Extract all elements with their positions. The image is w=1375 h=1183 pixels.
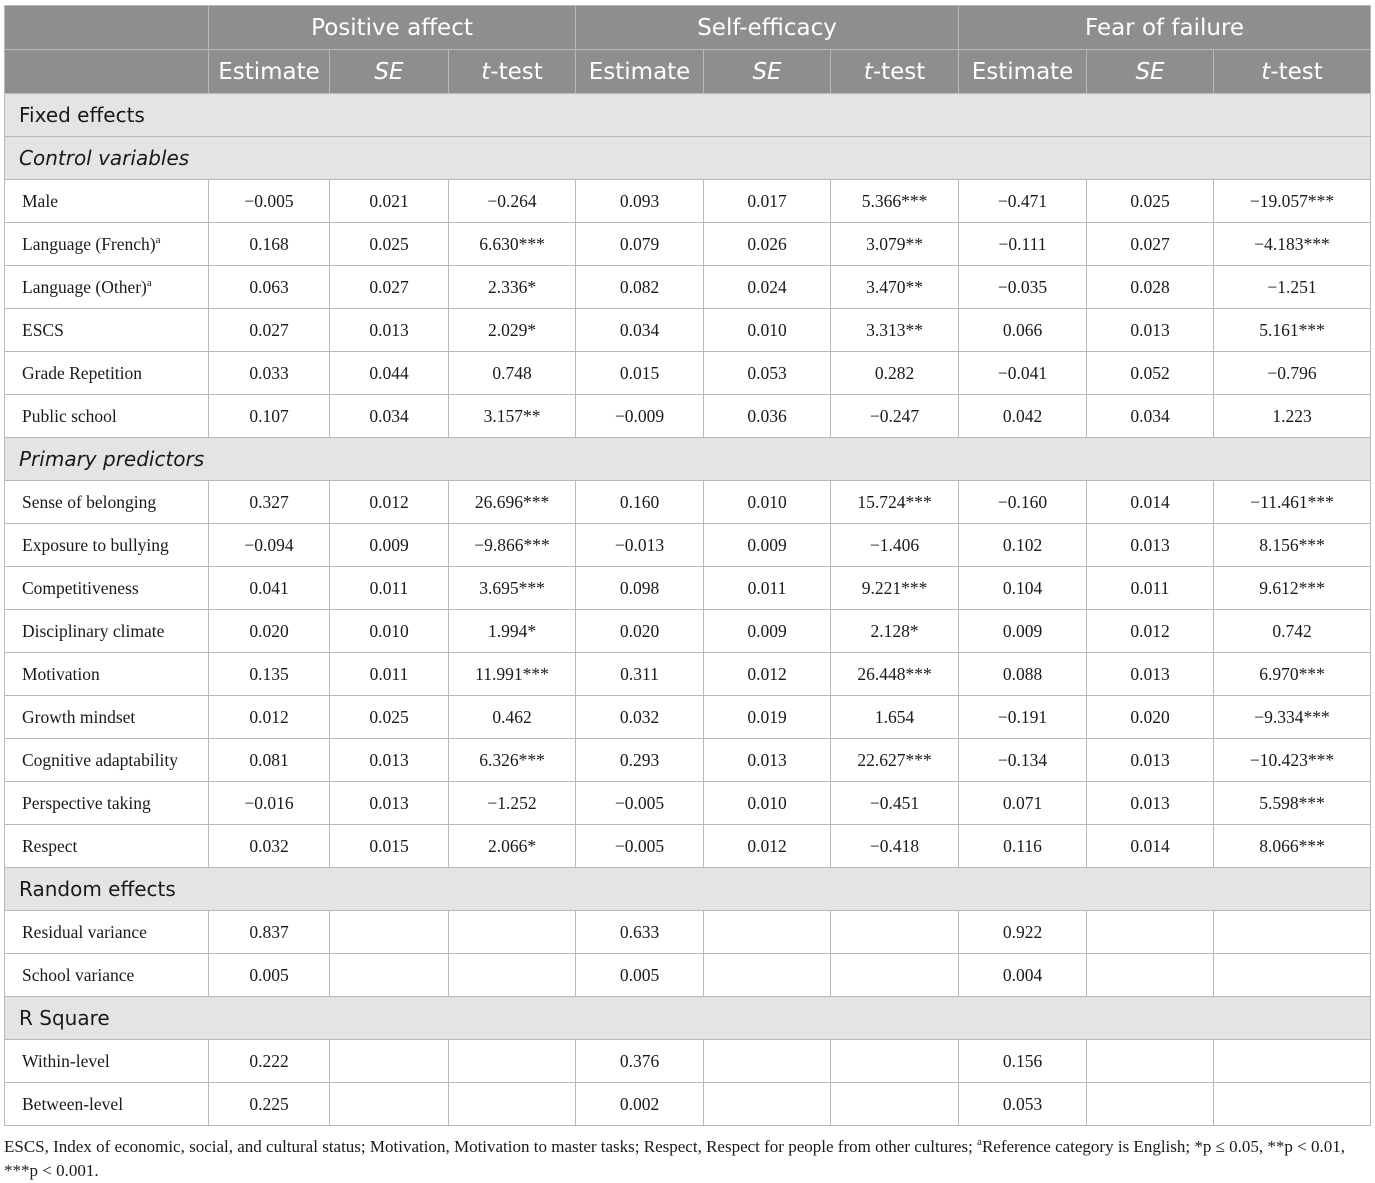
row-label-text: Exposure to bullying xyxy=(22,534,169,555)
section-row xyxy=(5,137,1371,180)
row-label xyxy=(5,1083,209,1126)
table-cell: 2.029* xyxy=(449,309,576,352)
row-label xyxy=(5,653,209,696)
table-cell: 0.135 xyxy=(209,653,330,696)
table-cell: 0.116 xyxy=(959,825,1087,868)
row-label xyxy=(5,1040,209,1083)
row-label-text: Perspective taking xyxy=(22,792,151,813)
table-cell: −0.191 xyxy=(959,696,1087,739)
table-row xyxy=(5,481,1371,524)
table-cell xyxy=(1214,1040,1371,1083)
table-cell: 0.009 xyxy=(704,524,831,567)
header-estimate: Estimate xyxy=(576,50,704,94)
table-row xyxy=(5,352,1371,395)
table-cell: 1.654 xyxy=(831,696,959,739)
header-group-row xyxy=(5,6,1371,50)
row-label-text: Grade Repetition xyxy=(22,362,143,383)
table-row xyxy=(5,524,1371,567)
table-cell: 0.293 xyxy=(576,739,704,782)
row-label-text: Disciplinary climate xyxy=(22,620,165,641)
header-group-fear-of-failure: Fear of failure xyxy=(959,6,1371,50)
table-cell: 0.012 xyxy=(330,481,449,524)
table-cell: −0.264 xyxy=(449,180,576,223)
header-estimate: Estimate xyxy=(209,50,330,94)
table-cell: 0.052 xyxy=(1087,352,1214,395)
table-cell xyxy=(831,911,959,954)
table-cell: 0.222 xyxy=(209,1040,330,1083)
table-cell: 0.033 xyxy=(209,352,330,395)
table-cell: 0.376 xyxy=(576,1040,704,1083)
table-cell: −0.005 xyxy=(209,180,330,223)
row-label xyxy=(5,180,209,223)
row-label xyxy=(5,481,209,524)
table-cell: 0.010 xyxy=(704,481,831,524)
table-cell: 0.034 xyxy=(1087,395,1214,438)
table-cell: 26.696*** xyxy=(449,481,576,524)
table-cell: −0.005 xyxy=(576,782,704,825)
table-cell: −10.423*** xyxy=(1214,739,1371,782)
table-header xyxy=(5,6,1371,94)
table-cell: −1.251 xyxy=(1214,266,1371,309)
table-cell: 0.034 xyxy=(330,395,449,438)
table-cell: 2.066* xyxy=(449,825,576,868)
table-cell: 0.013 xyxy=(704,739,831,782)
table-cell: −0.016 xyxy=(209,782,330,825)
table-cell: 0.011 xyxy=(330,567,449,610)
row-label-text: Within-level xyxy=(22,1050,110,1071)
table-cell: 6.970*** xyxy=(1214,653,1371,696)
row-label-superscript: a xyxy=(146,276,152,289)
table-cell: 0.282 xyxy=(831,352,959,395)
table-cell: 0.011 xyxy=(704,567,831,610)
row-label-text: School variance xyxy=(22,964,135,985)
header-t-test: t-test xyxy=(831,50,959,94)
table-cell xyxy=(449,1040,576,1083)
section-row xyxy=(5,997,1371,1040)
table-cell: 0.742 xyxy=(1214,610,1371,653)
table-cell: 0.027 xyxy=(209,309,330,352)
table-cell: −9.866*** xyxy=(449,524,576,567)
table-cell xyxy=(704,1040,831,1083)
table-cell: 0.025 xyxy=(330,223,449,266)
table-cell: 0.013 xyxy=(1087,309,1214,352)
table-cell: −0.111 xyxy=(959,223,1087,266)
table-cell: 0.053 xyxy=(704,352,831,395)
table-cell: 0.013 xyxy=(1087,524,1214,567)
table-cell: 6.326*** xyxy=(449,739,576,782)
table-cell: 0.066 xyxy=(959,309,1087,352)
table-cell: 0.168 xyxy=(209,223,330,266)
table-cell xyxy=(449,1083,576,1126)
header-corner-sub xyxy=(5,50,209,94)
table-cell: 0.079 xyxy=(576,223,704,266)
table-cell: 0.010 xyxy=(330,610,449,653)
table-cell: −0.009 xyxy=(576,395,704,438)
table-cell: 0.019 xyxy=(704,696,831,739)
table-cell: −0.035 xyxy=(959,266,1087,309)
table-cell: 0.012 xyxy=(1087,610,1214,653)
table-cell xyxy=(1087,954,1214,997)
table-cell: 0.012 xyxy=(209,696,330,739)
table-cell: 0.034 xyxy=(576,309,704,352)
table-cell xyxy=(831,1083,959,1126)
table-cell: 8.066*** xyxy=(1214,825,1371,868)
row-label xyxy=(5,911,209,954)
table-cell: 0.102 xyxy=(959,524,1087,567)
table-cell: −9.334*** xyxy=(1214,696,1371,739)
table-cell: 0.010 xyxy=(704,309,831,352)
row-label-text: Between-level xyxy=(22,1093,124,1114)
table-cell: 0.063 xyxy=(209,266,330,309)
row-label-superscript: a xyxy=(155,233,161,246)
row-label-text: Growth mindset xyxy=(22,706,136,727)
table-cell: 5.598*** xyxy=(1214,782,1371,825)
table-cell: 1.994* xyxy=(449,610,576,653)
table-cell: −0.451 xyxy=(831,782,959,825)
row-label-text: Language (French) xyxy=(22,233,156,254)
table-cell: −0.471 xyxy=(959,180,1087,223)
row-label xyxy=(5,610,209,653)
table-cell: 3.079** xyxy=(831,223,959,266)
table-cell: 0.013 xyxy=(1087,739,1214,782)
header-corner xyxy=(5,6,209,50)
table-cell xyxy=(1214,954,1371,997)
table-cell xyxy=(1087,911,1214,954)
table-row xyxy=(5,825,1371,868)
table-cell: −0.418 xyxy=(831,825,959,868)
section-row xyxy=(5,94,1371,137)
table-cell: 3.157** xyxy=(449,395,576,438)
header-se: SE xyxy=(330,50,449,94)
table-cell: 0.009 xyxy=(704,610,831,653)
table-cell: 0.088 xyxy=(959,653,1087,696)
table-cell xyxy=(1087,1040,1214,1083)
table-cell: 0.093 xyxy=(576,180,704,223)
table-cell: −1.406 xyxy=(831,524,959,567)
table-cell: 0.032 xyxy=(576,696,704,739)
table-cell xyxy=(330,911,449,954)
table-cell: 2.128* xyxy=(831,610,959,653)
table-cell xyxy=(704,911,831,954)
row-label xyxy=(5,739,209,782)
table-cell xyxy=(330,1083,449,1126)
header-t-test: t-test xyxy=(449,50,576,94)
row-label xyxy=(5,524,209,567)
table-cell: 0.009 xyxy=(330,524,449,567)
table-cell: 0.014 xyxy=(1087,481,1214,524)
table-cell: 6.630*** xyxy=(449,223,576,266)
row-label xyxy=(5,223,209,266)
table-cell xyxy=(831,1040,959,1083)
table-cell: 2.336* xyxy=(449,266,576,309)
table-cell: 0.015 xyxy=(576,352,704,395)
table-cell: −0.796 xyxy=(1214,352,1371,395)
table-cell: 0.837 xyxy=(209,911,330,954)
table-cell: 0.020 xyxy=(209,610,330,653)
table-cell: 22.627*** xyxy=(831,739,959,782)
table-cell: 0.017 xyxy=(704,180,831,223)
table-cell: −0.134 xyxy=(959,739,1087,782)
row-label xyxy=(5,352,209,395)
table-cell: 15.724*** xyxy=(831,481,959,524)
table-cell: 0.010 xyxy=(704,782,831,825)
table-cell: 0.104 xyxy=(959,567,1087,610)
table-cell: −19.057*** xyxy=(1214,180,1371,223)
table-cell: −0.094 xyxy=(209,524,330,567)
table-cell: 0.013 xyxy=(330,309,449,352)
table-row xyxy=(5,1040,1371,1083)
table-cell: 5.161*** xyxy=(1214,309,1371,352)
table-cell xyxy=(1087,1083,1214,1126)
row-label xyxy=(5,567,209,610)
table-row xyxy=(5,395,1371,438)
footnote-text-end: Reference category is English; *p ≤ 0.05, **p < 0.01, ***p < 0.001. xyxy=(4,1137,1346,1180)
header-sub-row xyxy=(5,50,1371,94)
table-cell: 0.026 xyxy=(704,223,831,266)
table-cell: −0.041 xyxy=(959,352,1087,395)
row-label-text: Residual variance xyxy=(22,921,147,942)
results-table xyxy=(4,5,1371,1126)
row-label-text: Male xyxy=(22,190,58,211)
table-row xyxy=(5,739,1371,782)
table-cell: 0.036 xyxy=(704,395,831,438)
results-table-container xyxy=(4,5,1370,1126)
table-cell: 3.313** xyxy=(831,309,959,352)
footnote-text-start: ESCS, Index of economic, social, and cultural status; Motivation, Motivation to master tasks; Respect, Respect for people from other cultures; xyxy=(4,1137,978,1156)
table-row xyxy=(5,954,1371,997)
table-cell: 0.013 xyxy=(330,782,449,825)
table-cell: 0.005 xyxy=(576,954,704,997)
table-cell: 11.991*** xyxy=(449,653,576,696)
table-cell: 0.013 xyxy=(330,739,449,782)
table-cell: −0.160 xyxy=(959,481,1087,524)
table-cell: −4.183*** xyxy=(1214,223,1371,266)
section-label: R Square xyxy=(5,997,1371,1040)
table-cell xyxy=(831,954,959,997)
row-label xyxy=(5,782,209,825)
table-cell xyxy=(704,954,831,997)
row-label-text: ESCS xyxy=(22,319,64,340)
table-cell: 0.748 xyxy=(449,352,576,395)
table-cell: 9.221*** xyxy=(831,567,959,610)
table-cell: 0.015 xyxy=(330,825,449,868)
table-cell: 0.021 xyxy=(330,180,449,223)
table-cell: 0.225 xyxy=(209,1083,330,1126)
table-cell xyxy=(330,1040,449,1083)
table-cell: 0.028 xyxy=(1087,266,1214,309)
row-label-text: Language (Other) xyxy=(22,276,147,297)
table-cell: 0.009 xyxy=(959,610,1087,653)
table-cell: 0.025 xyxy=(330,696,449,739)
table-cell: 0.025 xyxy=(1087,180,1214,223)
table-cell: 0.012 xyxy=(704,653,831,696)
table-cell: −1.252 xyxy=(449,782,576,825)
table-cell: 0.032 xyxy=(209,825,330,868)
table-cell xyxy=(1214,911,1371,954)
table-cell: 1.223 xyxy=(1214,395,1371,438)
table-cell: 8.156*** xyxy=(1214,524,1371,567)
footnote-sup: a xyxy=(977,1136,982,1148)
table-row xyxy=(5,610,1371,653)
row-label xyxy=(5,309,209,352)
table-cell: 0.041 xyxy=(209,567,330,610)
table-cell: 26.448*** xyxy=(831,653,959,696)
table-cell: 0.027 xyxy=(330,266,449,309)
table-cell: 9.612*** xyxy=(1214,567,1371,610)
table-footnote xyxy=(4,1130,1370,1183)
table-cell: 3.470** xyxy=(831,266,959,309)
table-cell: 0.024 xyxy=(704,266,831,309)
table-cell: 0.011 xyxy=(330,653,449,696)
table-row xyxy=(5,180,1371,223)
table-cell: 0.020 xyxy=(1087,696,1214,739)
row-label xyxy=(5,266,209,309)
table-row xyxy=(5,266,1371,309)
section-label: Control variables xyxy=(5,137,1371,180)
table-cell: −11.461*** xyxy=(1214,481,1371,524)
header-se: SE xyxy=(704,50,831,94)
section-label: Random effects xyxy=(5,868,1371,911)
row-label-text: Respect xyxy=(22,835,78,856)
table-cell xyxy=(704,1083,831,1126)
table-row xyxy=(5,782,1371,825)
table-cell: 0.071 xyxy=(959,782,1087,825)
header-estimate: Estimate xyxy=(959,50,1087,94)
table-cell xyxy=(1214,1083,1371,1126)
header-group-self-efficacy: Self-efficacy xyxy=(576,6,959,50)
table-cell: 5.366*** xyxy=(831,180,959,223)
table-cell: 0.042 xyxy=(959,395,1087,438)
header-se: SE xyxy=(1087,50,1214,94)
table-cell: −0.013 xyxy=(576,524,704,567)
table-cell: 0.462 xyxy=(449,696,576,739)
section-row xyxy=(5,438,1371,481)
table-cell: 0.107 xyxy=(209,395,330,438)
table-cell: 0.044 xyxy=(330,352,449,395)
table-cell: 0.160 xyxy=(576,481,704,524)
table-row xyxy=(5,911,1371,954)
table-cell: 0.922 xyxy=(959,911,1087,954)
table-cell xyxy=(449,954,576,997)
header-group-positive-affect: Positive affect xyxy=(209,6,576,50)
table-cell: 0.081 xyxy=(209,739,330,782)
table-cell xyxy=(449,911,576,954)
table-cell: 0.013 xyxy=(1087,782,1214,825)
row-label-text: Cognitive adaptability xyxy=(22,749,179,770)
table-row xyxy=(5,567,1371,610)
section-row xyxy=(5,868,1371,911)
table-cell: 0.014 xyxy=(1087,825,1214,868)
table-cell: 0.098 xyxy=(576,567,704,610)
row-label-text: Competitiveness xyxy=(22,577,139,598)
table-cell: 0.002 xyxy=(576,1083,704,1126)
table-cell: 0.156 xyxy=(959,1040,1087,1083)
table-row xyxy=(5,223,1371,266)
table-body xyxy=(5,94,1371,1126)
table-cell: 0.020 xyxy=(576,610,704,653)
row-label-text: Public school xyxy=(22,405,117,426)
table-cell: 0.004 xyxy=(959,954,1087,997)
table-row xyxy=(5,309,1371,352)
table-cell: 0.013 xyxy=(1087,653,1214,696)
row-label xyxy=(5,395,209,438)
table-cell: −0.005 xyxy=(576,825,704,868)
row-label xyxy=(5,696,209,739)
table-cell: 0.327 xyxy=(209,481,330,524)
table-cell: 0.027 xyxy=(1087,223,1214,266)
table-cell: 0.311 xyxy=(576,653,704,696)
row-label-text: Motivation xyxy=(22,663,100,684)
table-cell: 0.633 xyxy=(576,911,704,954)
table-cell: 3.695*** xyxy=(449,567,576,610)
section-label: Primary predictors xyxy=(5,438,1371,481)
table-row xyxy=(5,1083,1371,1126)
header-t-test: t-test xyxy=(1214,50,1371,94)
row-label xyxy=(5,825,209,868)
table-cell: 0.005 xyxy=(209,954,330,997)
section-label: Fixed effects xyxy=(5,94,1371,137)
table-cell: 0.011 xyxy=(1087,567,1214,610)
row-label xyxy=(5,954,209,997)
table-cell xyxy=(330,954,449,997)
table-row xyxy=(5,696,1371,739)
table-row xyxy=(5,653,1371,696)
table-cell: 0.082 xyxy=(576,266,704,309)
row-label-text: Sense of belonging xyxy=(22,491,157,512)
table-cell: 0.012 xyxy=(704,825,831,868)
table-cell: 0.053 xyxy=(959,1083,1087,1126)
table-cell: −0.247 xyxy=(831,395,959,438)
